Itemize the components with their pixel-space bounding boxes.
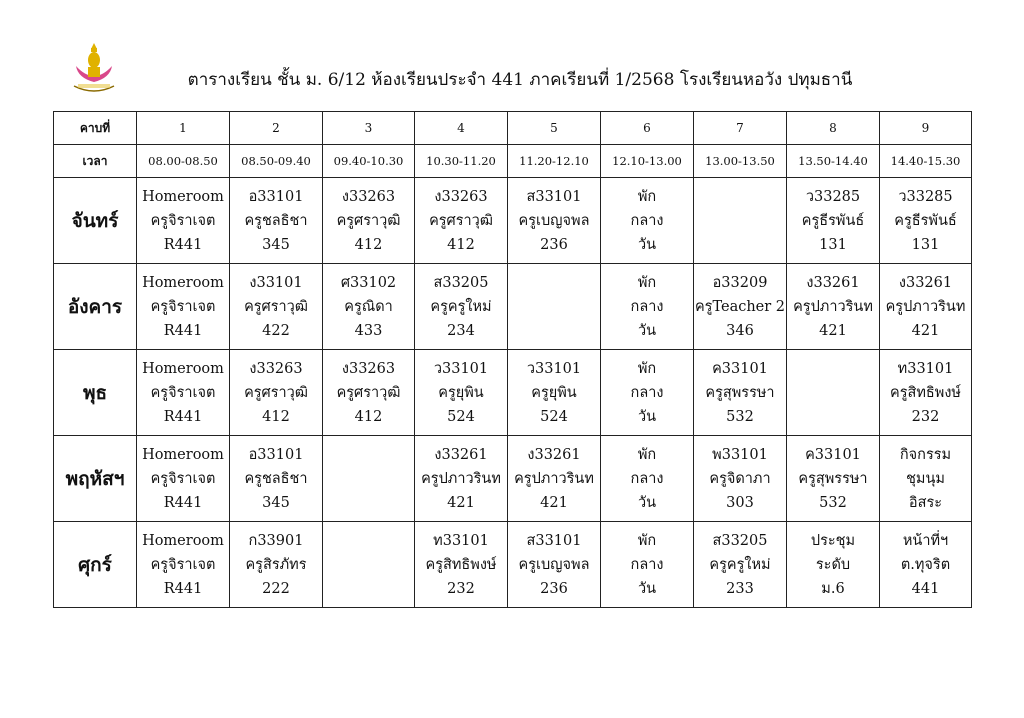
cell-line (323, 443, 414, 467)
cell-line: 236 (540, 236, 568, 253)
period-time: 14.40-15.30 (880, 145, 972, 178)
cell-line: ง33263 (249, 360, 303, 377)
cell-line: 421 (911, 322, 940, 339)
schedule-cell (137, 264, 230, 350)
schedule-cell (230, 264, 323, 350)
cell-line: R441 (163, 322, 203, 339)
cell-line: พัก (637, 274, 657, 291)
schedule-cell (137, 178, 230, 264)
cell-line: ส33205 (433, 274, 489, 291)
cell-line: Homeroom (142, 360, 224, 377)
cell-line: ว33285 (805, 188, 861, 205)
day-row (54, 522, 972, 608)
cell-line (323, 491, 414, 515)
cell-line: ว33101 (526, 360, 582, 377)
cell-line: วัน (637, 494, 657, 511)
cell-line: ครูสุพรรษา (705, 384, 775, 401)
cell-line: R441 (163, 494, 203, 511)
cell-line: Homeroom (142, 532, 224, 549)
schedule-cell (694, 178, 787, 264)
schedule-cell (508, 436, 601, 522)
cell-line (323, 467, 414, 491)
cell-line: 131 (911, 236, 940, 253)
cell-line: วัน (637, 408, 657, 425)
cell-line: 412 (262, 408, 290, 425)
cell-line: ครูปภาวรินท (421, 470, 501, 487)
cell-line: Homeroom (142, 446, 224, 463)
cell-line: อ33209 (712, 274, 768, 291)
schedule-cell (323, 436, 415, 522)
day-row (54, 264, 972, 350)
cell-line: กลาง (630, 298, 664, 315)
cell-line: Homeroom (142, 274, 224, 291)
cell-line: ประชุม (810, 532, 856, 549)
schedule-cell (880, 522, 972, 608)
schedule-cell (415, 436, 508, 522)
cell-line: พัก (637, 360, 657, 377)
cell-line: 421 (447, 494, 475, 511)
schedule-cell (787, 436, 880, 522)
cell-line: กลาง (630, 384, 664, 401)
cell-line: ครูเบญจพล (518, 556, 590, 573)
schedule-cell (694, 522, 787, 608)
day-name: พฤหัสฯ (54, 436, 137, 522)
period-time: 13.00-13.50 (694, 145, 787, 178)
cell-line: R441 (163, 408, 203, 425)
period-time: 11.20-12.10 (508, 145, 601, 178)
cell-line: หน้าที่ฯ (902, 532, 949, 549)
day-row (54, 350, 972, 436)
cell-line: ครูสุพรรษา (798, 470, 868, 487)
cell-line: ครูจิราเจต (150, 384, 216, 401)
cell-line: 532 (726, 408, 754, 425)
cell-line: 345 (262, 236, 290, 253)
cell-line: Homeroom (142, 188, 224, 205)
cell-line: ง33263 (341, 188, 396, 205)
cell-line: ครูจิราเจต (150, 470, 216, 487)
cell-line: อ33101 (248, 188, 304, 205)
schedule-cell (323, 522, 415, 608)
cell-line: 532 (819, 494, 847, 511)
cell-line: ก33901 (248, 532, 304, 549)
period-time: 08.00-08.50 (137, 145, 230, 178)
schedule-cell (323, 350, 415, 436)
cell-line: ครูปภาวรินท (514, 470, 594, 487)
cell-line: ครูจิราเจต (150, 556, 216, 573)
period-time: 12.10-13.00 (601, 145, 694, 178)
cell-line (323, 553, 414, 577)
cell-line: ส33205 (712, 532, 768, 549)
cell-line: 524 (540, 408, 568, 425)
cell-line (694, 185, 786, 209)
schedule-cell (415, 264, 508, 350)
cell-line: กลาง (630, 212, 664, 229)
cell-line: 421 (819, 322, 847, 339)
cell-line: วัน (637, 322, 657, 339)
cell-line: ว33101 (433, 360, 489, 377)
period-number: 2 (230, 112, 323, 145)
cell-line: ครูชลธิชา (244, 212, 308, 229)
day-name: อังคาร (54, 264, 137, 350)
period-time: 13.50-14.40 (787, 145, 880, 178)
day-name: จันทร์ (54, 178, 137, 264)
cell-line: ศ33102 (340, 274, 397, 291)
cell-line: ครูศราวุฒิ (429, 212, 493, 229)
cell-line: พัก (637, 446, 657, 463)
cell-line: ม.6 (821, 580, 845, 597)
cell-line: R441 (163, 236, 203, 253)
schedule-cell (787, 264, 880, 350)
period-number: 7 (694, 112, 787, 145)
schedule-cell (601, 264, 694, 350)
day-name: พุธ (54, 350, 137, 436)
schedule-cell (880, 178, 972, 264)
cell-line: ครูณิดา (344, 298, 393, 315)
cell-line: ครูสิทธิพงษ์ (425, 556, 497, 573)
period-header-row (54, 112, 972, 145)
cell-line: ง33261 (527, 446, 581, 463)
cell-line: 232 (911, 408, 940, 425)
cell-line (323, 529, 414, 553)
period-number: 4 (415, 112, 508, 145)
schedule-cell (323, 264, 415, 350)
cell-line: กิจกรรม (899, 446, 952, 463)
cell-line: ครูศราวุฒิ (336, 212, 401, 229)
cell-line: ครูTeacher 2 (694, 298, 786, 315)
schedule-cell (787, 522, 880, 608)
schedule-cell (601, 178, 694, 264)
cell-line: ครูศราวุฒิ (244, 298, 308, 315)
schedule-cell (137, 350, 230, 436)
cell-line: ครูธีรพันธ์ (894, 212, 957, 229)
schedule-cell (880, 436, 972, 522)
schedule-cell (230, 436, 323, 522)
cell-line: ครูสิรภัทร (245, 556, 307, 573)
cell-line: พ33101 (712, 446, 768, 463)
schedule-cell (787, 178, 880, 264)
period-number: 6 (601, 112, 694, 145)
cell-line: ครูสิทธิพงษ์ (890, 384, 961, 401)
cell-line: ครูครูใหม่ (430, 298, 492, 315)
time-label: เวลา (54, 145, 137, 178)
schedule-cell (694, 436, 787, 522)
cell-line: วัน (637, 236, 657, 253)
cell-line: 524 (447, 408, 475, 425)
cell-line (787, 357, 879, 381)
cell-line: 236 (540, 580, 568, 597)
period-number: 5 (508, 112, 601, 145)
period-number: 9 (880, 112, 972, 145)
cell-line: ว33285 (898, 188, 953, 205)
period-number: 1 (137, 112, 230, 145)
cell-line: ชุมนุม (906, 470, 945, 487)
cell-line: ครูปภาวรินท (885, 298, 966, 315)
cell-line: 412 (447, 236, 475, 253)
schedule-cell (323, 178, 415, 264)
cell-line: พัก (637, 532, 657, 549)
cell-line: 412 (354, 236, 383, 253)
schedule-cell (601, 350, 694, 436)
cell-line: ครูจิราเจต (150, 212, 216, 229)
page-title: ตารางเรียน ชั้น ม. 6/12 ห้องเรียนประจำ 441 ภาคเรียนที่ 1/2568 โรงเรียนหอวัง ปทุมธานี (187, 70, 853, 90)
cell-line: 346 (726, 322, 754, 339)
cell-line: ง33261 (434, 446, 488, 463)
schedule-cell (230, 178, 323, 264)
cell-line: 441 (911, 580, 940, 597)
cell-line: ท33101 (897, 360, 954, 377)
cell-line: ส33101 (526, 188, 582, 205)
cell-line: 412 (354, 408, 383, 425)
day-row (54, 436, 972, 522)
cell-line: ต.ทุจริต (900, 556, 951, 573)
schedule-cell (230, 350, 323, 436)
schedule-cell (880, 350, 972, 436)
cell-line: 422 (262, 322, 290, 339)
cell-line: ค33101 (712, 360, 768, 377)
schedule-cell (415, 522, 508, 608)
cell-line: ครูยุพิน (438, 384, 484, 401)
cell-line: ง33263 (434, 188, 488, 205)
period-time: 09.40-10.30 (323, 145, 415, 178)
cell-line (787, 381, 879, 405)
cell-line: อิสระ (908, 494, 943, 511)
schedule-cell (694, 264, 787, 350)
schedule-cell (787, 350, 880, 436)
cell-line: 131 (819, 236, 847, 253)
schedule-cell (508, 350, 601, 436)
cell-line: ครูชลธิชา (244, 470, 308, 487)
timetable (53, 111, 972, 608)
cell-line (508, 319, 600, 343)
cell-line: ครูศราวุฒิ (336, 384, 401, 401)
period-time: 08.50-09.40 (230, 145, 323, 178)
cell-line (323, 577, 414, 601)
schedule-cell (601, 436, 694, 522)
period-label: คาบที่ (54, 112, 137, 145)
cell-line: ครูปภาวรินท (793, 298, 873, 315)
cell-line: 232 (447, 580, 475, 597)
cell-line: ระดับ (815, 556, 851, 573)
schedule-cell (137, 522, 230, 608)
cell-line: ท33101 (433, 532, 489, 549)
schedule-cell (415, 178, 508, 264)
cell-line (694, 209, 786, 233)
cell-line: 345 (262, 494, 290, 511)
period-time: 10.30-11.20 (415, 145, 508, 178)
cell-line: ง33261 (898, 274, 953, 291)
cell-line: ง33261 (806, 274, 860, 291)
cell-line: วัน (637, 580, 657, 597)
period-number: 3 (323, 112, 415, 145)
cell-line: ครูธีรพันธ์ (801, 212, 865, 229)
cell-line: ครูเบญจพล (518, 212, 590, 229)
cell-line: ง33263 (341, 360, 396, 377)
cell-line: 222 (262, 580, 290, 597)
schedule-cell (508, 264, 601, 350)
cell-line: ครูจิราเจต (150, 298, 216, 315)
day-name: ศุกร์ (54, 522, 137, 608)
cell-line (508, 295, 600, 319)
cell-line: R441 (163, 580, 203, 597)
cell-line: ครูครูใหม่ (709, 556, 771, 573)
school-logo-icon (66, 40, 122, 96)
cell-line: 421 (540, 494, 568, 511)
schedule-cell (880, 264, 972, 350)
cell-line: 433 (354, 322, 383, 339)
cell-line (694, 233, 786, 257)
cell-line: 233 (726, 580, 754, 597)
schedule-cell (230, 522, 323, 608)
cell-line: กลาง (630, 470, 664, 487)
day-row (54, 178, 972, 264)
cell-line: 303 (726, 494, 754, 511)
cell-line: ค33101 (805, 446, 861, 463)
period-number: 8 (787, 112, 880, 145)
schedule-cell (508, 522, 601, 608)
cell-line: ครูยุพิน (531, 384, 577, 401)
cell-line: ครูจิดาภา (709, 470, 771, 487)
cell-line: ครูศราวุฒิ (244, 384, 308, 401)
schedule-cell (508, 178, 601, 264)
cell-line: ส33101 (526, 532, 582, 549)
schedule-cell (137, 436, 230, 522)
cell-line: ง33101 (249, 274, 303, 291)
time-header-row (54, 145, 972, 178)
schedule-cell (415, 350, 508, 436)
cell-line: กลาง (630, 556, 664, 573)
schedule-cell (601, 522, 694, 608)
cell-line (508, 271, 600, 295)
cell-line (787, 405, 879, 429)
cell-line: พัก (637, 188, 657, 205)
cell-line: อ33101 (248, 446, 304, 463)
schedule-cell (694, 350, 787, 436)
cell-line: 234 (447, 322, 475, 339)
